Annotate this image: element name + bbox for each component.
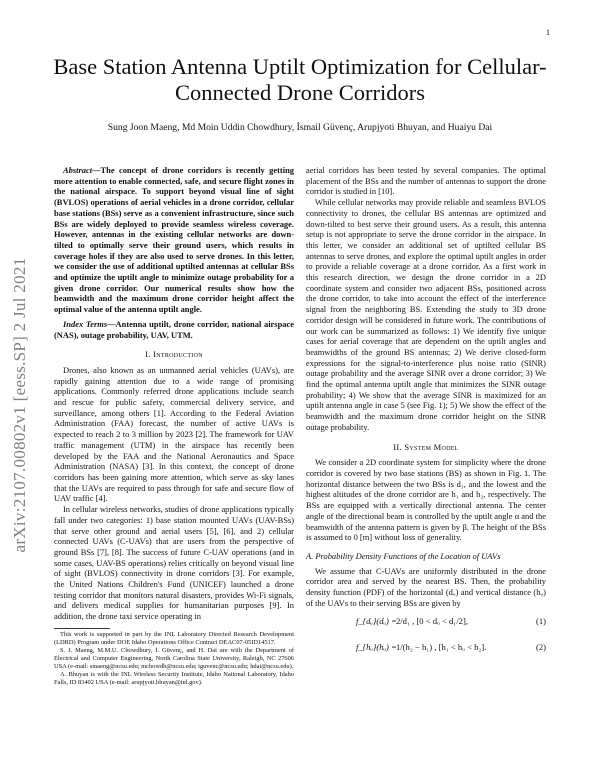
arxiv-stamp bbox=[8, 210, 32, 600]
equation-2 bbox=[306, 638, 546, 660]
equation-1-lhs: f_{dᵤ}(dᵤ) = bbox=[356, 616, 397, 627]
intro-paragraph-2: In cellular wireless networks, studies of drone applications typically fall under two categories: 1) base station mounted UAVs (UAV-BSs) that serve other ground and aerial users [5], [6], and 2) cellular connected UAVs (C-UAVs) that are users from the perspective of ground BSs [7], [8]. The success of future C-UAV operations (and in some cases, UAV-BS operations) relies critically on beyond visual line of sight (BVLOS) connectivity in drone corridors [3]. For example, the United Nations Children's Fund (UNICEF) launched a drone testing corridor that monitors natural disasters, provides Wi-Fi signals, and delivers medical supplies for humanitarian purposes [9]. In addition, the drone taxi service operating in bbox=[54, 504, 294, 622]
equation-2-lhs: f_{hᵤ}(hᵤ) = bbox=[356, 642, 397, 653]
intro-paragraph-continued: aerial corridors has been tested by several companies. The optimal placement of the BSs and the number of antennas to support the drone corridor is studied in [10]. bbox=[306, 165, 546, 197]
page-number: 1 bbox=[546, 28, 550, 37]
section-heading-introduction: I. Introduction bbox=[145, 349, 203, 360]
system-model-paragraph-1: We consider a 2D coordinate system for simplicity where the drone corridor is covered by two base stations (BS) as shown in Fig. 1. The horizontal distance between the two BSs is d₁, and the lowest and the highest altitudes of the drone corridor are h₁ and h₂, respectively. The BSs are equipped with a vertically directional antenna. The center angle of the directional beam is controlled by the uptilt angle α and the beamwidth of the antenna pattern is given by β. The height of the BSs is assumed to 0 [m] without loss of generality. bbox=[306, 457, 546, 543]
footnote-author-inl: A. Bhuyan is with the INL Wireless Security Institute, Idaho National Laboratory, Idaho Falls, ID 83402 USA (e-mail: arupjyoti.bhuyan@inl.gov). bbox=[54, 670, 294, 686]
equation-2-rhs: 1/(h₂ − h₁) , [h₁ < hᵤ < h₂]. bbox=[396, 642, 487, 653]
abstract bbox=[54, 165, 294, 315]
intro-paragraph-3: While cellular networks may provide reliable and seamless BVLOS connectivity to drones, the cellular BS antennas are optimized and down-tilted to best serve their ground users. As a result, this antenna setup is not appropriate to serve the drone corridor in the airspace. In this letter, we consider an additional set of uptilted cellular BS antennas to serve drones, and explore the optimal uptilt angles in order to provide a reliable coverage at a drone corridor. As a first work in this research direction, we design the drone corridor in a 2D coordinate system and consider two adjacent BSs, positioned across the drone corridor, to take into account the effect of the interference signal from the neighboring BS. Extending the study to 3D drone corridor design will be considered in future work. The contributions of our work can be summarized as follows: 1) We identify five unique cases for aerial coverage that are dependent on the uptilt angles and beamwidths of the ground BS antennas; 2) We derive closed-form expressions for the signal-to-interference plus noise ratio (SINR) outage probability and the average SINR over a drone corridor; 3) We find the optimal antenna uptilt angle that minimizes the SINR outage probability; 4) We show that the average SINR is maximized for an uptilt antenna angle in case 5 (see Fig. 1); 5) We show the effect of the beamwidth and the maximum drone corridor height on the SINR outage probability. bbox=[306, 197, 546, 432]
author-list: Sung Joon Maeng, Md Moin Uddin Chowdhury, İsmail Güvenç, Arupjyoti Bhuyan, and Huaiyu Dai bbox=[107, 122, 493, 133]
footnote-funding: This work is supported in part by the INL Laboratory Directed Research Development (LDRD) Program under DOE Idaho Operations Office Contract DEAC07-05ID14517. bbox=[54, 630, 294, 646]
footnote-authors-ncsu: S. J. Maeng, M.M.U. Chowdhury, İ. Güvenç, and H. Dai are with the Department of Electrical and Computer Engineering, North Carolina State University, Raleigh, NC 27606 USA (e-mail: smaeng@ncsu.edu; mchowdh@ncsu.edu; iguvenc@ncsu.edu; hdai@ncsu.edu). bbox=[54, 646, 294, 670]
footnote-rule bbox=[54, 628, 110, 629]
paper-title: Base Station Antenna Uptilt Optimization for Cellular-Connected Drone Corridors bbox=[53, 54, 547, 105]
equation-1-number: (1) bbox=[535, 616, 546, 627]
index-terms bbox=[54, 319, 294, 340]
abstract-text: —The concept of drone corridors is recently getting more attention to enable connected, safe, and secure flight zones in the national airspace. To support beyond visual line of sight (BVLOS) operations of aerial vehicles in a drone corridor, cellular base stations (BSs) serve as a convenient infrastructure, since such BSs are widely deployed to provide seamless wireless coverage. However, antennas in the existing cellular networks are down-tilted to optimally serve their ground users, which results in coverage holes if they are also used to serve drones. In this letter, we consider the use of additional uptilted antennas at cellular BSs and optimize the uptilt angle to minimize outage probability for a given drone corridor. Our numerical results show how the beamwidth and the maximum drone corridor height affect the optimal value of the antenna uptilt angle. bbox=[54, 165, 294, 315]
subsection-heading-pdf: A. Probability Density Functions of the Location of UAVs bbox=[306, 550, 501, 561]
equation-1-rhs: 2/d₁ , [0 < dᵤ < d₁/2], bbox=[396, 616, 468, 627]
equation-1 bbox=[306, 612, 546, 634]
system-model-paragraph-2: We assume that C-UAVs are uniformly distributed in the drone corridor area and served by the nearest BS. Then, the probability density function (PDF) of the horizontal (dᵤ) and vertical distance (hᵤ) of the UAVs to their serving BSs are given by bbox=[306, 565, 546, 608]
left-column bbox=[54, 165, 294, 687]
right-column bbox=[306, 165, 546, 660]
index-terms-text: —Antenna uptilt, drone corridor, national airspace (NAS), outage probability, UAV, UTM. bbox=[54, 318, 294, 340]
equation-2-number: (2) bbox=[535, 642, 546, 653]
intro-paragraph-1: Drones, also known as an unmanned aerial vehicles (UAVs), are rapidly gaining attention due to a wide range of promising applications. Commonly referred drone applications include search and rescue for public safety, commercial delivery service, and surveillance, among others [1]. According to the Federal Aviation Administration (FAA) forecast, the number of active UAVs is expected to reach 2 to 3 million by 2023 [2]. The framework for UAV traffic management (UTM) in the airspace has recently been developed by the FAA and the National Aeronautics and Space Administration (NASA) [3]. In this context, the concept of drone corridors has been gaining more attention, which serve as sky lanes that the UAVs are required to pass through for safe and secure flow of UAV traffic [4]. bbox=[54, 364, 294, 504]
abstract-label: Abstract bbox=[63, 165, 93, 175]
arxiv-identifier: arXiv:2107.00802v1 [eess.SP] 2 Jul 2021 bbox=[10, 257, 29, 553]
section-heading-system-model: II. System Model bbox=[393, 441, 459, 452]
index-terms-label: Index Terms bbox=[63, 318, 108, 329]
